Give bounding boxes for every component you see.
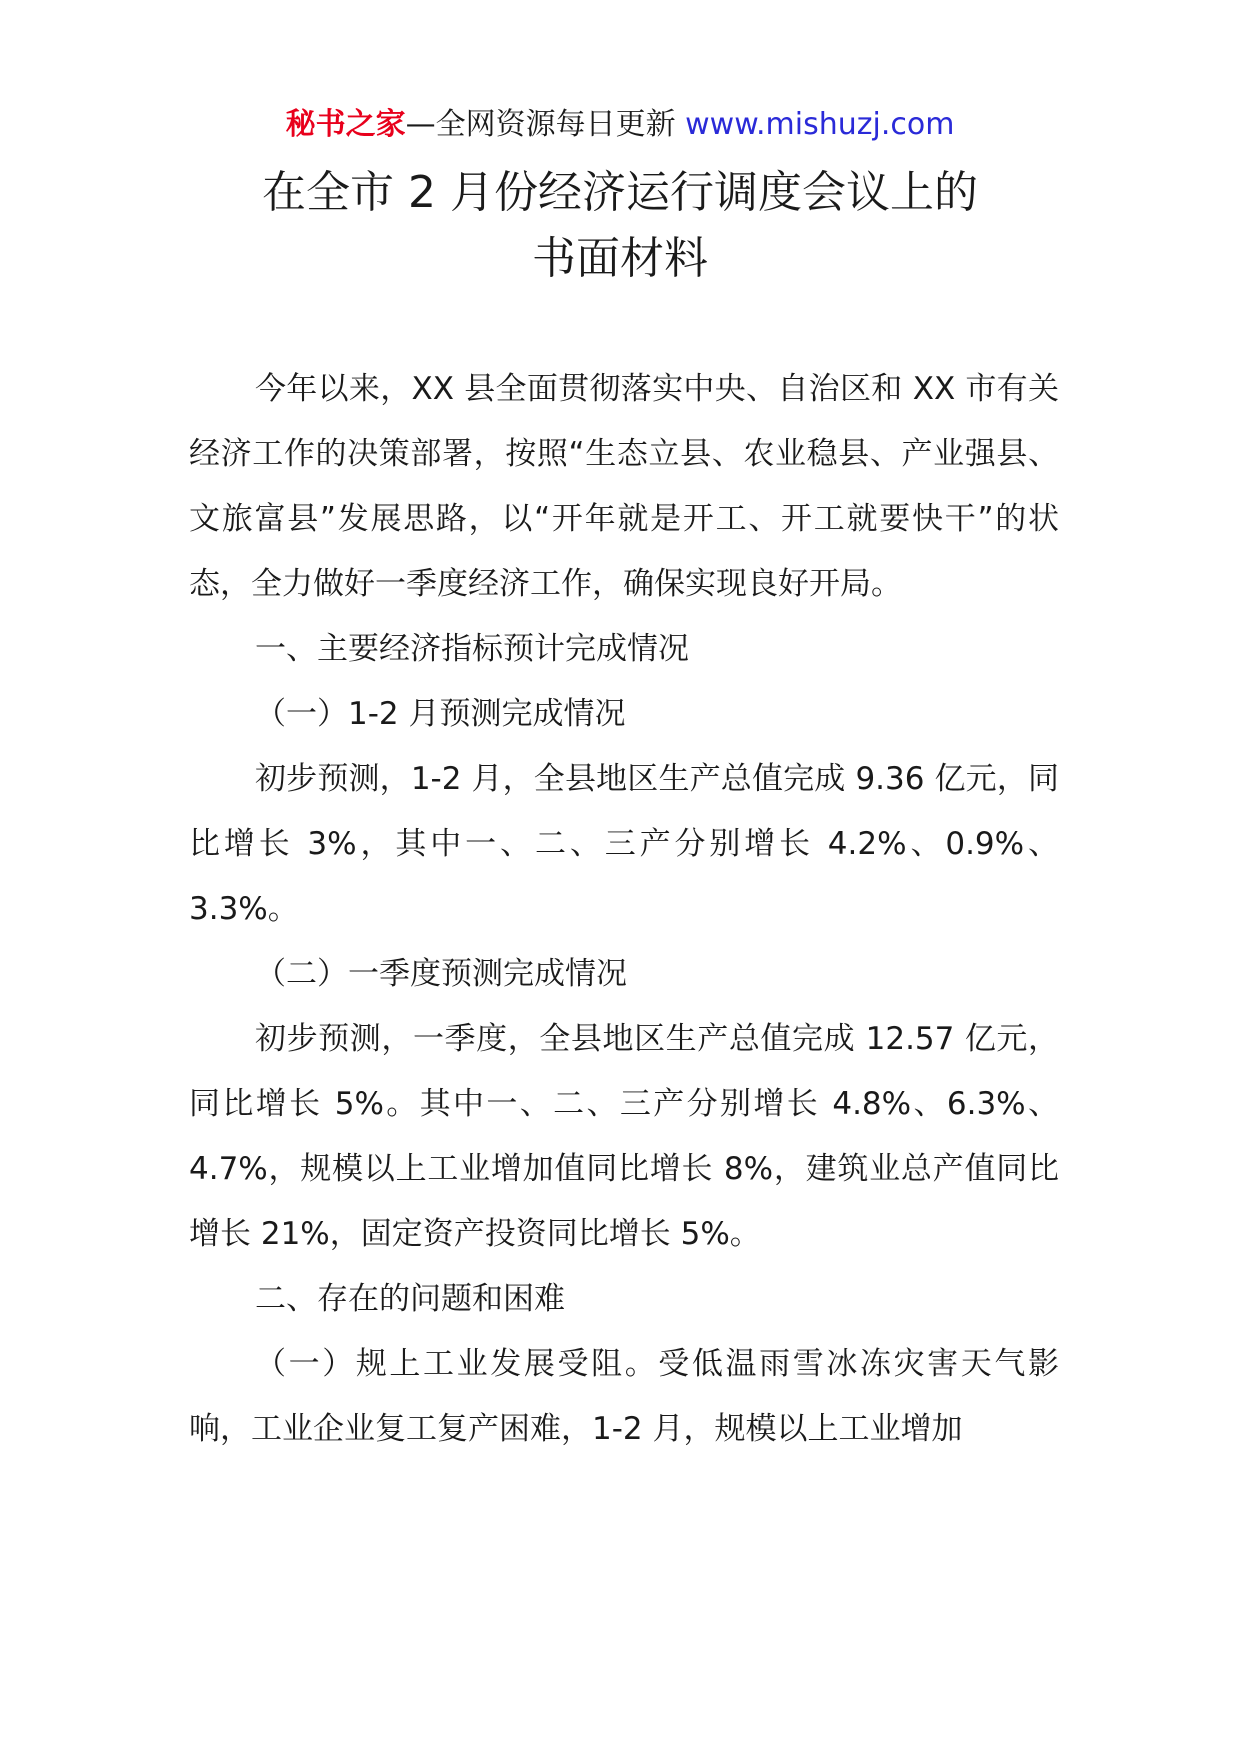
paragraph-industry-problem: （一）规上工业发展受阻。受低温雨雪冰冻灾害天气影响，工业企业复工复产困难，1-2 月，规模以上工业增加: [189, 1346, 1059, 1447]
subsection-heading-1-1: （一）1-2 月预测完成情况: [255, 696, 626, 732]
section-heading-1: 一、主要经济指标预计完成情况: [255, 631, 689, 667]
brand-name: 秘书之家: [285, 107, 406, 142]
site-url-link[interactable]: www.mishuzj.com: [685, 107, 955, 142]
paragraph-jan-feb-forecast: 初步预测，1-2 月，全县地区生产总值完成 9.36 亿元，同比增长 3%，其中一、二、三产分别增长 4.2%、0.9%、3.3%。: [189, 761, 1059, 927]
document-body: [189, 357, 1059, 1462]
document-title: [0, 160, 1240, 292]
paragraph-intro: 今年以来，XX 县全面贯彻落实中央、自治区和 XX 市有关经济工作的决策部署，按照“生态立县、农业稳县、产业强县、文旅富县”发展思路，以“开年就是开工、开工就要快干”的状态，全力做好一季度经济工作，确保实现良好开局。: [189, 371, 1059, 602]
header-slogan: —全网资源每日更新: [405, 107, 676, 142]
subsection-heading-1-2: （二）一季度预测完成情况: [255, 956, 627, 992]
title-line-2: 书面材料: [532, 233, 708, 284]
section-heading-2: 二、存在的问题和困难: [255, 1281, 565, 1317]
paragraph-q1-forecast: 初步预测，一季度，全县地区生产总值完成 12.57 亿元，同比增长 5%。其中一、二、三产分别增长 4.8%、6.3%、4.7%，规模以上工业增加值同比增长 8%，建筑业总产值同比增长 21%，固定资产投资同比增长 5%。: [189, 1021, 1059, 1252]
title-line-1: 在全市 2 月份经济运行调度会议上的: [262, 167, 978, 218]
site-header: [0, 100, 1240, 150]
